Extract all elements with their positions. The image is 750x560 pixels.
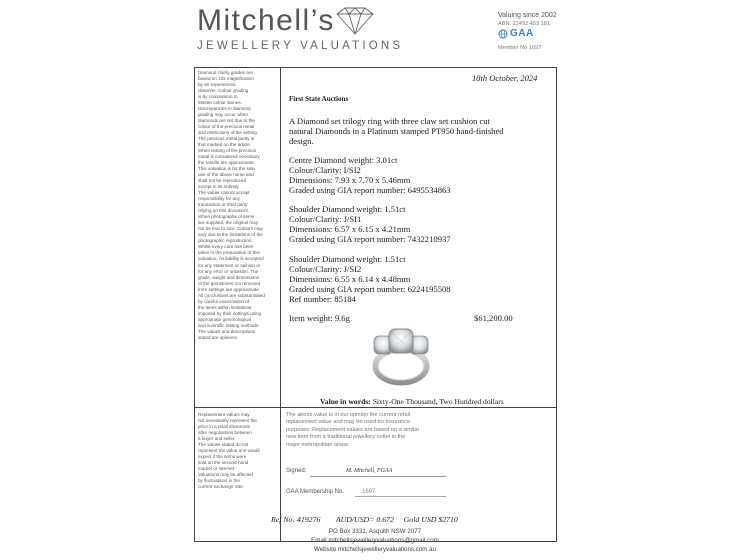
signature-line <box>310 476 446 477</box>
disclaimer-line: is by comparison to <box>198 94 238 100</box>
replacement-note-line: purposes. Replacement values are based on a similar <box>286 426 420 433</box>
disclaimer-line: by careful examination of <box>198 298 250 304</box>
gaa-membership-line <box>355 496 446 497</box>
disclaimer-bottom-line: price in a retail showroom <box>198 424 251 430</box>
shoulder-diamond-2-line: Dimensions: 6.55 x 6.14 x 4.48mm <box>289 273 411 284</box>
gaa-globe-icon <box>498 29 508 39</box>
reference-line: Ref No: 419276 AUD/USD= 0.672 Gold USD $2710 <box>271 515 458 524</box>
valuing-since: Valuing since 2002 <box>498 12 557 19</box>
disclaimer-line: Master colour stones. <box>198 100 242 106</box>
shoulder-diamond-1-line: Colour/Clarity: J/SI1 <box>289 213 362 224</box>
shoulder-diamond-2-line: Colour/Clarity: J/SI2 <box>289 263 362 274</box>
disclaimer-line: metal is considered necessary <box>198 154 260 160</box>
disclaimer-line: shall not be reproduced <box>198 178 247 184</box>
disclaimer-bottom-line: after negotiations between <box>198 430 252 436</box>
disclaimer-bottom-line: The values stated do not <box>198 442 249 448</box>
disclaimer-bottom-line: expect if the items were <box>198 454 247 460</box>
divider-middle <box>194 407 557 408</box>
centre-diamond-line: Centre Diamond weight: 3.01ct <box>289 155 398 165</box>
gaa-badge <box>498 28 534 39</box>
client-name: First State Auctions <box>289 95 349 103</box>
disclaimer-line: The precious metal purity is <box>198 136 255 142</box>
disclaimer-line: When testing of the precious <box>198 148 257 154</box>
disclaimer-line: and scientific testing methods. <box>198 322 260 328</box>
gaa-membership-label: GAA Membership No. <box>286 489 345 495</box>
gaa-membership-number: 1697 <box>362 489 376 495</box>
divider-left <box>280 67 281 408</box>
footer-website: Website mitchellsjewelleryvaluations.com.au <box>314 546 436 553</box>
footer-po-box: PO Box 3331, Asquith NSW 2077 <box>328 528 422 535</box>
replacement-note-line: The above value is in our opinion the current retail <box>286 412 411 418</box>
disclaimer-line: valuation, no liability is accepted <box>198 256 264 262</box>
disclaimer-line: Diamond clarity grades are <box>198 70 253 75</box>
disclaimer-line: the items within limitations <box>198 304 252 310</box>
disclaimer-bottom-line: Replacement values may <box>198 412 250 417</box>
disclaimer-line: colour of the precious metal <box>198 124 255 130</box>
disclaimer-line: relying on this document. <box>198 208 250 214</box>
disclaimer-line: for any statement or opinion or <box>198 262 261 268</box>
disclaimer-line: observer. Colour grading <box>198 88 249 94</box>
shoulder-diamond-1-line: Dimensions: 6.57 x 6.15 x 4.21mm <box>289 223 411 234</box>
description-line: natural Diamonds in a Platinum stamped PT950 hand-finished <box>289 125 504 136</box>
disclaimer-line: The values and descriptions <box>198 328 256 334</box>
disclaimer-line: photographic reproduction. <box>198 238 253 244</box>
brand-subtitle: JEWELLERY VALUATIONS <box>197 40 404 52</box>
replacement-note-line: replacement value and may be used for insurance <box>286 419 411 426</box>
disclaimer-line: This valuation is for the sole <box>198 166 255 172</box>
disclaimer-line: that marked on the article. <box>198 142 252 148</box>
shoulder-diamond-2-line: Shoulder Diamond weight: 1.51ct <box>289 254 406 264</box>
member-number: Member No 1697 <box>498 45 542 51</box>
item-weight: Item weight: 9.6g <box>289 313 350 323</box>
shoulder-diamond-1-line: Graded using GIA report number: 7432210937 <box>289 233 451 244</box>
disclaimer-bottom-line: Valuations may be affected <box>198 472 253 478</box>
shoulder-diamond-2-line: Graded using GIA report number: 6224195508 <box>289 283 451 294</box>
disclaimer-line: imposed by their settings using <box>198 310 262 316</box>
disclaimer-bottom-line: a buyer and seller. <box>198 436 236 442</box>
item-price: $61,200.00 <box>474 313 513 323</box>
description-line: A Diamond set trilogy ring with three claw set cushion cut <box>289 116 490 126</box>
disclaimer-line: the results are approximate. <box>198 160 255 166</box>
valuation-date: 18th October, 2024 <box>472 73 538 83</box>
disclaimer-line: transaction or third party <box>198 202 248 208</box>
disclaimer-line: except in its entirety. <box>198 184 240 190</box>
disclaimer-line: based on 10x magnification <box>198 76 254 82</box>
replacement-note-line: new item from a traditional jewellery outlet in the <box>286 434 406 441</box>
gaa-label: GAA <box>510 28 534 39</box>
centre-diamond-details <box>289 156 529 196</box>
centre-diamond-line: Colour/Clarity: I/SI2 <box>289 164 361 175</box>
disclaimer-line: Discrepancies in diamond <box>198 106 251 112</box>
value-in-words <box>320 397 504 406</box>
disclaimer-bottom-line: market or internet. <box>198 466 236 472</box>
replacement-value-note <box>286 412 550 449</box>
disclaimer-line: grading may occur when <box>198 112 249 118</box>
shoulder-diamond-1-details <box>289 205 529 245</box>
disclaimer-line: vary due to the limitations of the <box>198 232 263 238</box>
value-words-text: Sixty-One Thousand, Two Hundred dollars <box>372 397 504 406</box>
disclaimer-line: appropriate gemmological <box>198 316 251 322</box>
disclaimer-line: use of the above name and <box>198 172 254 178</box>
disclaimer-line: Whilst every care has been <box>198 244 254 250</box>
disclaimer-bottom-line: by fluctuations in the <box>198 478 240 484</box>
abn-number: ABN: 22492 453 181 <box>498 21 550 27</box>
disclaimer-bottom-line: sold on the second-hand <box>198 460 249 466</box>
disclaimer-line: by an experienced <box>198 82 236 88</box>
disclaimer-left-bottom <box>198 412 278 490</box>
disclaimer-line: and restrictions of the setting. <box>198 130 259 136</box>
disclaimer-bottom-line: not necessarily represent the <box>198 418 257 424</box>
disclaimer-line: All conclusions are substantiated <box>198 292 265 298</box>
disclaimer-line: diamonds are set due to the <box>198 118 255 124</box>
footer-email: Email mitchellsjewelleryvaluations@gmail.com <box>311 537 439 544</box>
replacement-note-line: major metropolitan areas. <box>286 441 350 448</box>
diamond-logo-icon <box>333 6 377 36</box>
ring-photo <box>358 324 444 386</box>
shoulder-diamond-1-line: Shoulder Diamond weight: 1.51ct <box>289 204 406 214</box>
disclaimer-line: responsibility for any <box>198 196 240 202</box>
value-words-label: Value in words: <box>320 397 371 406</box>
signature-name: M. Mitchell, FGAA <box>346 468 393 474</box>
shoulder-diamond-2-line: Ref number: 85184 <box>289 293 356 304</box>
shoulder-diamond-2-details <box>289 255 529 305</box>
brand-name: Mitchell’s <box>197 4 335 37</box>
disclaimer-bottom-line: represent the value one would <box>198 448 260 454</box>
signed-label: Signed: <box>286 468 307 474</box>
disclaimer-line: When photographs of items <box>198 214 255 220</box>
disclaimer-line: stated are opinions. <box>198 334 239 340</box>
disclaimer-line: from settings are approximate. <box>198 286 261 292</box>
disclaimer-line: of the gemstones not removed <box>198 280 261 286</box>
disclaimer-line: The valuer cannot accept <box>198 190 250 196</box>
centre-diamond-line: Dimensions: 7.93 x 7.70 x 5.46mm <box>289 174 411 185</box>
item-description <box>289 117 529 147</box>
disclaimer-line: grade, weight and dimensions <box>198 274 260 280</box>
disclaimer-line: are supplied, the original may <box>198 220 259 226</box>
disclaimer-bottom-line: current exchange rate. <box>198 484 244 490</box>
disclaimer-line: taken in the preparation of this <box>198 250 260 256</box>
disclaimer-line: for any error or omission. The <box>198 268 259 274</box>
description-line: design. <box>289 135 314 146</box>
disclaimer-line: not be true to size. Colours may <box>198 226 263 232</box>
disclaimer-left <box>198 70 278 341</box>
centre-diamond-line: Graded using GIA report number: 6495534863 <box>289 184 451 195</box>
